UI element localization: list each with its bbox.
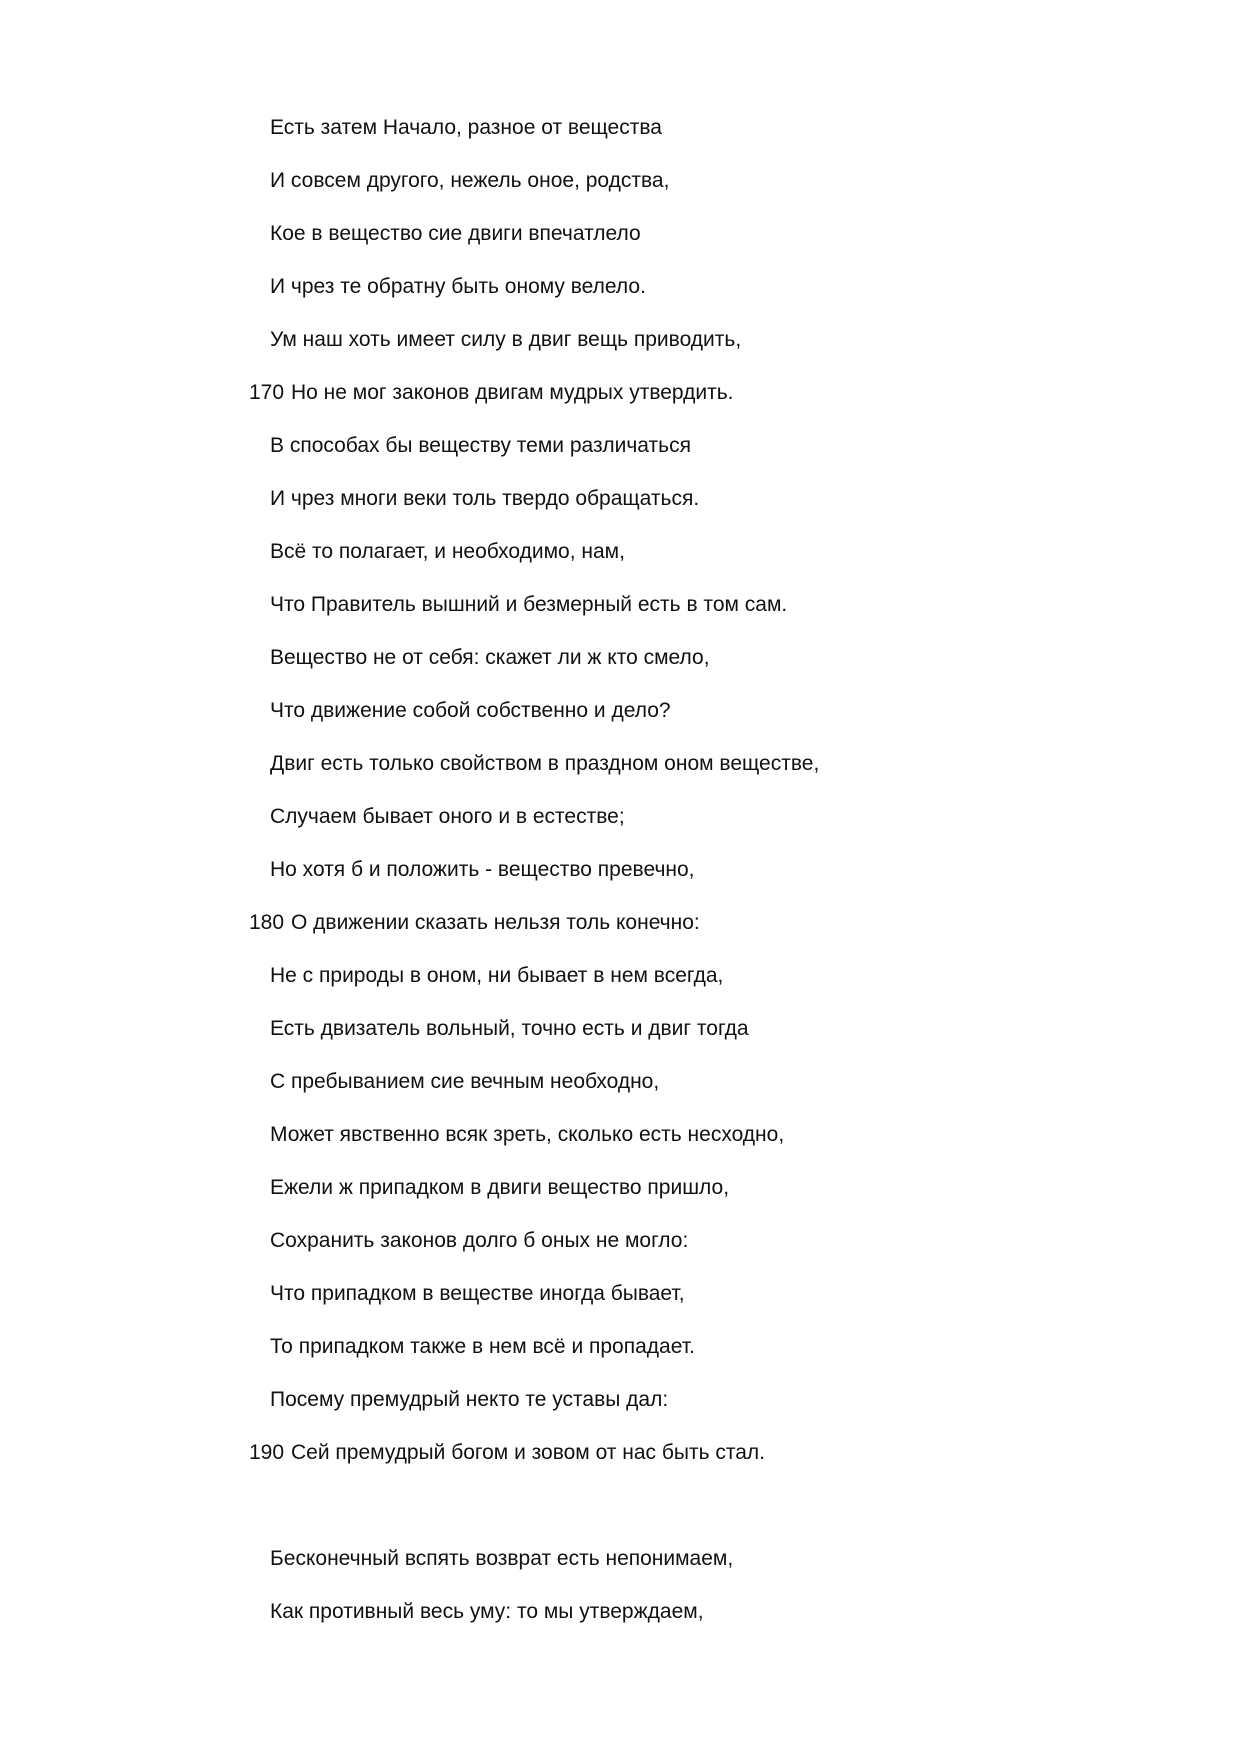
poem-line (0, 1599, 1241, 1652)
line-text: Случаем бывает оного и в естестве; (270, 805, 625, 828)
line-text: Как противный весь уму: то мы утверждаем, (270, 1600, 704, 1623)
line-text: Посему премудрый некто те уставы дал: (270, 1388, 669, 1411)
line-number: 190 (249, 1441, 285, 1464)
line-text: Может явственно всяк зреть, сколько есть несходно, (270, 1123, 785, 1146)
poem-line (0, 804, 1241, 857)
line-text: Двиг есть только свойством в праздном оном веществе, (270, 752, 820, 775)
poem-line (0, 380, 1241, 433)
poem-line (0, 1175, 1241, 1228)
poem-line (0, 168, 1241, 221)
line-text: И совсем другого, нежель оное, родства, (270, 169, 670, 192)
line-text: Есть двизатель вольный, точно есть и двиг тогда (270, 1017, 749, 1040)
poem-line (0, 486, 1241, 539)
line-text: Но не мог законов двигам мудрых утвердить. (291, 381, 734, 404)
line-text: В способах бы веществу теми различаться (270, 434, 691, 457)
poem-line (0, 645, 1241, 698)
line-number: 180 (249, 911, 285, 934)
line-text: Кое в вещество сие двиги впечатлело (270, 222, 641, 245)
line-text: Есть затем Начало, разное от вещества (270, 116, 662, 139)
stanza-break (0, 1493, 1241, 1546)
line-text: Ум наш хоть имеет силу в двиг вещь приводить, (270, 328, 742, 351)
poem-line (0, 1016, 1241, 1069)
line-text: Вещество не от себя: скажет ли ж кто смело, (270, 646, 710, 669)
poem-line (0, 751, 1241, 804)
poem-line (0, 1334, 1241, 1387)
line-text: Сей премудрый богом и зовом от нас быть стал. (291, 1441, 766, 1464)
poem-line (0, 274, 1241, 327)
poem-line (0, 1228, 1241, 1281)
line-number: 170 (249, 381, 285, 404)
line-text: Что припадком в веществе иногда бывает, (270, 1282, 685, 1305)
line-text: Всё то полагает, и необходимо, нам, (270, 540, 625, 563)
poem-line (0, 221, 1241, 274)
poem-line (0, 1281, 1241, 1334)
poem-line (0, 963, 1241, 1016)
line-text: Но хотя б и положить - вещество превечно, (270, 858, 695, 881)
poem-line (0, 698, 1241, 751)
line-text: Не с природы в оном, ни бывает в нем всегда, (270, 964, 724, 987)
poem-line (0, 1122, 1241, 1175)
line-text: И чрез многи веки толь твердо обращаться. (270, 487, 700, 510)
line-text: То припадком также в нем всё и пропадает. (270, 1335, 695, 1358)
line-text: О движении сказать нельзя толь конечно: (291, 911, 700, 934)
poem-line (0, 115, 1241, 168)
poem-line (0, 592, 1241, 645)
line-text: Ежели ж припадком в двиги вещество пришло, (270, 1176, 730, 1199)
poem-line (0, 327, 1241, 380)
poem-line (0, 1440, 1241, 1493)
line-text: С пребыванием сие вечным необходно, (270, 1070, 660, 1093)
line-text: Бесконечный вспять возврат есть непонимаем, (270, 1547, 734, 1570)
line-text: Что движение собой собственно и дело? (270, 699, 671, 722)
poem-body (0, 115, 1241, 1652)
poem-line (0, 539, 1241, 592)
poem-line (0, 1069, 1241, 1122)
line-text: Сохранить законов долго б оных не могло: (270, 1229, 689, 1252)
line-text: Что Правитель вышний и безмерный есть в том сам. (270, 593, 788, 616)
poem-line (0, 433, 1241, 486)
line-text: И чрез те обратну быть оному велело. (270, 275, 646, 298)
poem-line (0, 1546, 1241, 1599)
poem-line (0, 910, 1241, 963)
poem-line (0, 1387, 1241, 1440)
poem-line (0, 857, 1241, 910)
